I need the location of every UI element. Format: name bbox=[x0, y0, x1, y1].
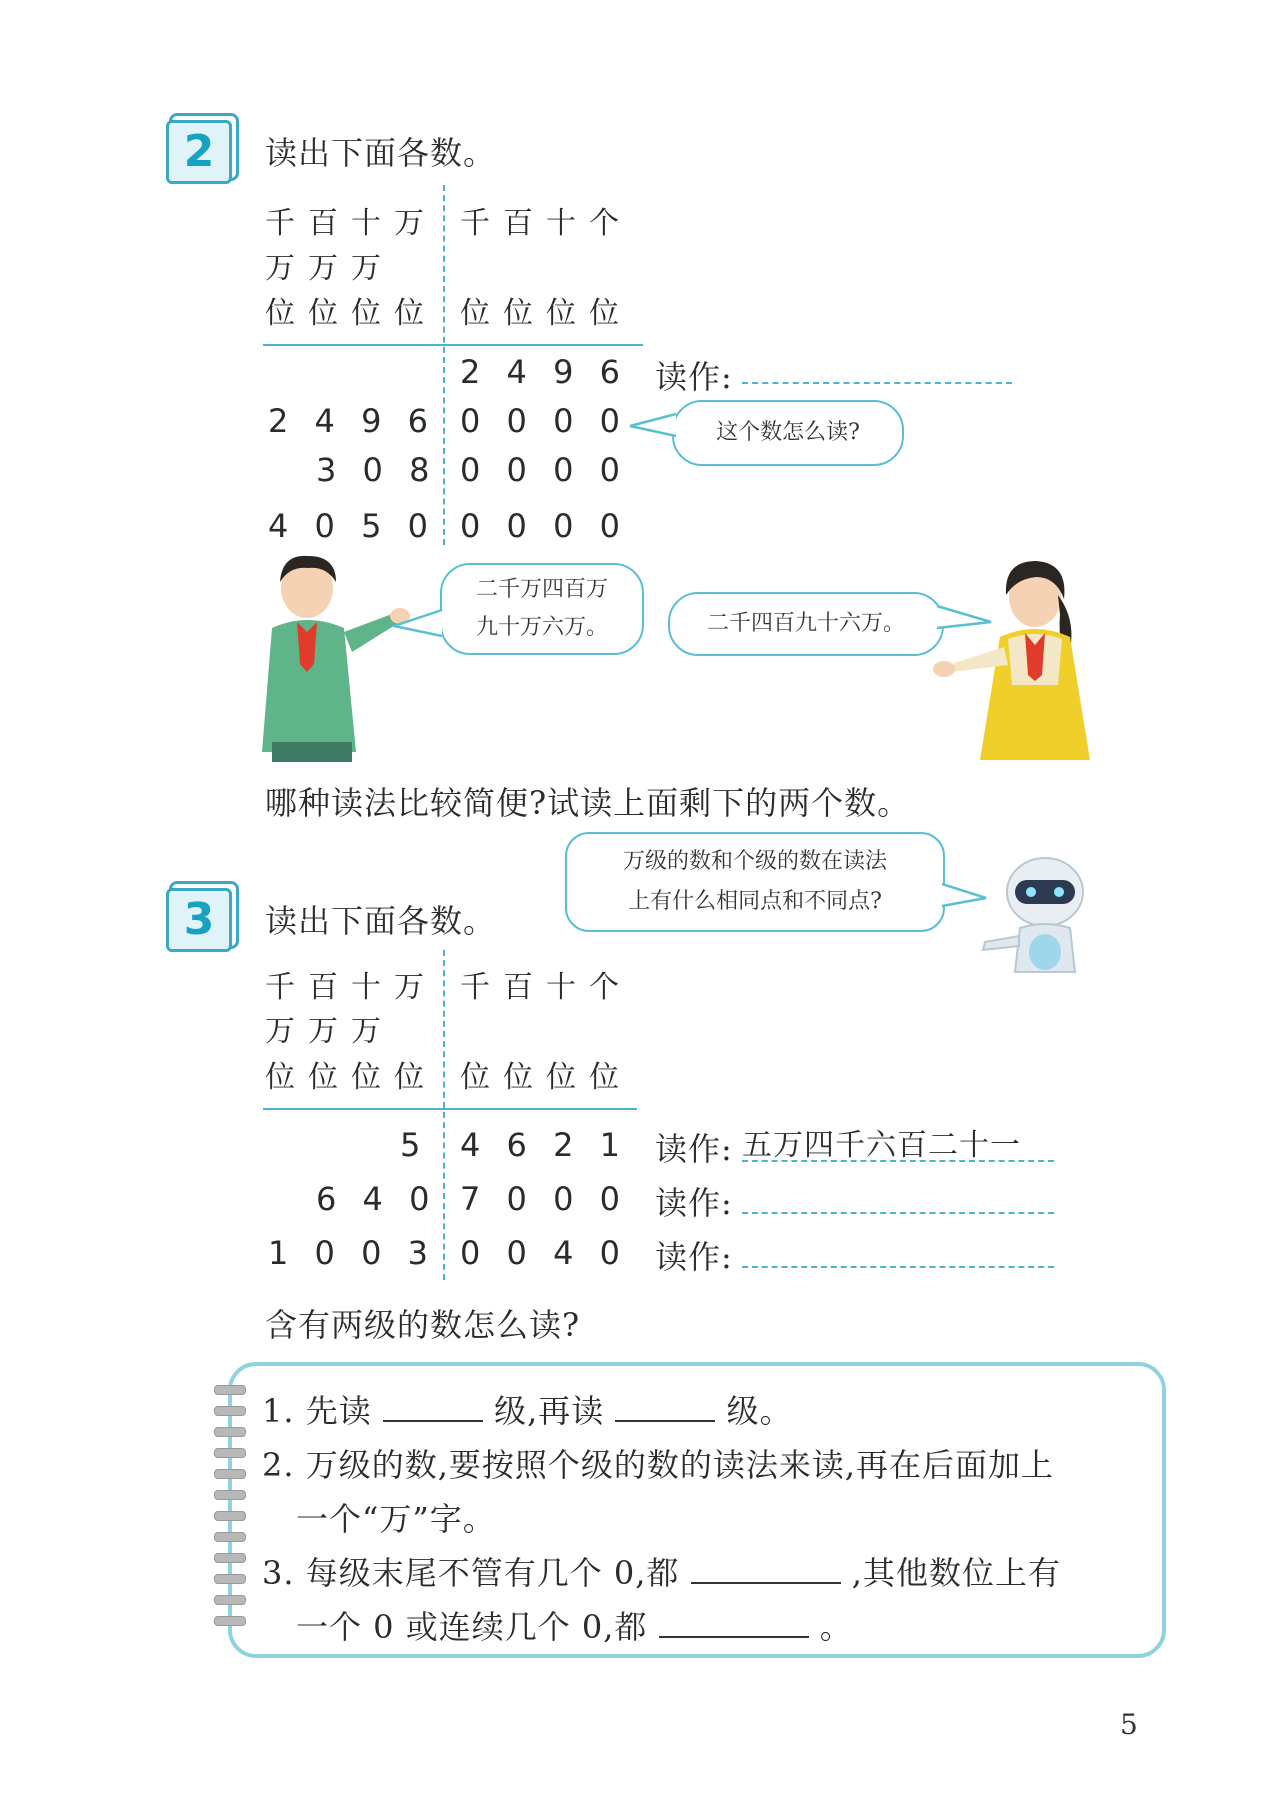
ring-icon bbox=[214, 1574, 246, 1584]
read-as-answer-line[interactable] bbox=[742, 382, 1012, 384]
header-divider bbox=[263, 1108, 637, 1110]
number-right-part: 0 0 4 0 bbox=[460, 1234, 628, 1272]
summary-item-1-text-a: 1. 先读 bbox=[262, 1392, 372, 1430]
number-right-part: 4 6 2 1 bbox=[460, 1126, 628, 1164]
page-number: 5 bbox=[1120, 1708, 1138, 1741]
ring-icon bbox=[214, 1385, 246, 1395]
summary-item-3-text-a: 3. 每级末尾不管有几个 0,都 bbox=[262, 1554, 680, 1592]
ring-icon bbox=[214, 1427, 246, 1437]
robot-bubble-line1: 万级的数和个级的数在读法 bbox=[622, 849, 887, 874]
ring-icon bbox=[214, 1616, 246, 1626]
place-units-left-row2: 万万万 bbox=[265, 251, 394, 286]
number-right-part: 0 0 0 0 bbox=[460, 451, 628, 489]
place-units-right-row1: 千百十个 bbox=[460, 970, 632, 1005]
speech-bubble-tail bbox=[628, 412, 678, 438]
read-as-answer-line[interactable] bbox=[742, 1266, 1054, 1268]
place-units-right-row3: 位位位位 bbox=[460, 296, 632, 331]
summary-item-3-text-d: 。 bbox=[819, 1608, 853, 1646]
summary-item-2-line2: 一个“万”字。 bbox=[296, 1500, 496, 1538]
place-units-left-row1: 千百十万 bbox=[265, 206, 437, 241]
read-as-answer[interactable]: 五万四千六百二十一 bbox=[742, 1120, 1054, 1162]
summary-item-2-line1: 2. 万级的数,要按照个级的数的读法来读,再在后面加上 bbox=[262, 1446, 1055, 1484]
robot-bubble-line2: 上有什么相同点和不同点? bbox=[628, 889, 882, 914]
number-left-part: 5 bbox=[400, 1126, 421, 1164]
comparison-question: 哪种读法比较简便?试读上面剩下的两个数。 bbox=[265, 784, 911, 822]
exercise-title: 读出下面各数。 bbox=[265, 902, 497, 940]
place-units-right-row1: 千百十个 bbox=[460, 206, 632, 241]
read-as-label: 读作: bbox=[655, 1130, 733, 1168]
number-right-part: 0 0 0 0 bbox=[460, 402, 628, 440]
summary-item-3-line1 bbox=[262, 1548, 1061, 1594]
number-left-part: 4 0 5 0 bbox=[268, 507, 436, 545]
header-divider bbox=[263, 344, 643, 346]
robot-speech-bubble bbox=[565, 832, 945, 932]
exercise-number-badge: 3 bbox=[166, 888, 232, 952]
blank-answer[interactable] bbox=[659, 1636, 809, 1638]
ring-icon bbox=[214, 1469, 246, 1479]
ring-icon bbox=[214, 1532, 246, 1542]
ring-icon bbox=[214, 1595, 246, 1605]
boy-bubble-line2: 九十万六万。 bbox=[475, 615, 608, 640]
girl-illustration bbox=[930, 555, 1090, 765]
exercise-title: 读出下面各数。 bbox=[265, 134, 497, 172]
number-left-part: 3 0 8 bbox=[316, 451, 438, 489]
place-units-left-row2: 万万万 bbox=[265, 1014, 394, 1049]
blank-answer[interactable] bbox=[615, 1420, 715, 1422]
ring-icon bbox=[214, 1406, 246, 1416]
speech-bubble-question: 这个数怎么读? bbox=[672, 400, 904, 466]
exercise-number-badge: 2 bbox=[166, 120, 232, 184]
notebook-rings bbox=[214, 1385, 246, 1626]
boy-bubble-line1: 二千万四百万 bbox=[475, 577, 608, 602]
ring-icon bbox=[214, 1511, 246, 1521]
boy-speech-bubble bbox=[440, 563, 644, 655]
place-units-left-row3: 位位位位 bbox=[265, 296, 437, 331]
ring-icon bbox=[214, 1490, 246, 1500]
class-divider bbox=[443, 950, 445, 1280]
number-left-part: 1 0 0 3 bbox=[268, 1234, 436, 1272]
number-left-part: 6 4 0 bbox=[316, 1180, 438, 1218]
summary-item-3-line2 bbox=[296, 1602, 853, 1648]
two-class-question: 含有两级的数怎么读? bbox=[265, 1306, 581, 1344]
read-as-answer-line[interactable] bbox=[742, 1212, 1054, 1214]
place-units-right-row3: 位位位位 bbox=[460, 1060, 632, 1095]
speech-bubble-tail bbox=[392, 608, 444, 638]
read-as-label: 读作: bbox=[655, 1184, 733, 1222]
number-left-part: 2 4 9 6 bbox=[268, 402, 436, 440]
blank-answer[interactable] bbox=[383, 1420, 483, 1422]
class-divider bbox=[443, 185, 445, 545]
summary-item-3-text-c: 一个 0 或连续几个 0,都 bbox=[296, 1608, 648, 1646]
ring-icon bbox=[214, 1448, 246, 1458]
blank-answer[interactable] bbox=[691, 1582, 841, 1584]
boy-illustration bbox=[252, 552, 412, 762]
ring-icon bbox=[214, 1553, 246, 1563]
summary-item-1-text-c: 级。 bbox=[726, 1392, 793, 1430]
place-units-left-row1: 千百十万 bbox=[265, 970, 437, 1005]
place-units-left-row3: 位位位位 bbox=[265, 1060, 437, 1095]
number-right-part: 7 0 0 0 bbox=[460, 1180, 628, 1218]
robot-illustration bbox=[975, 850, 1095, 975]
number-right-part: 2 4 9 6 bbox=[460, 353, 628, 391]
number-right-part: 0 0 0 0 bbox=[460, 507, 628, 545]
summary-item-3-text-b: ,其他数位上有 bbox=[851, 1554, 1061, 1592]
girl-speech-bubble: 二千四百九十六万。 bbox=[668, 592, 944, 656]
read-as-label: 读作: bbox=[655, 358, 733, 396]
summary-item-1-text-b: 级,再读 bbox=[494, 1392, 605, 1430]
summary-item-1 bbox=[262, 1386, 793, 1432]
read-as-label: 读作: bbox=[655, 1238, 733, 1276]
